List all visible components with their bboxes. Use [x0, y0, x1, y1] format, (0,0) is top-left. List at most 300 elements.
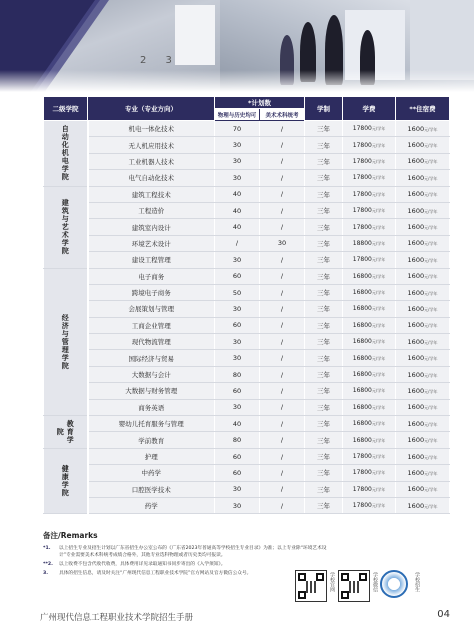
plan-physics-history: 30 — [215, 334, 260, 350]
plan-physics-history: 30 — [215, 399, 260, 415]
major-name: 学前教育 — [88, 432, 215, 448]
tuition-value: 16800 — [352, 289, 372, 297]
header-plan: *计划数 — [215, 97, 305, 109]
housing-cell — [396, 399, 450, 415]
header-plan-physics-history: 物理与历史均可 — [215, 109, 260, 121]
fee-unit: 元/学年 — [424, 487, 438, 493]
fee-unit: 元/学年 — [371, 454, 386, 459]
major-name: 电子商务 — [88, 268, 215, 284]
housing-cell — [396, 186, 450, 202]
fee-unit: 元/学年 — [424, 454, 438, 460]
duration: 三年 — [305, 252, 343, 268]
duration: 三年 — [305, 219, 343, 235]
fee-unit: 元/学年 — [371, 257, 386, 263]
housing-cell — [396, 448, 450, 464]
fee-unit: 元/学年 — [424, 274, 438, 280]
tuition-cell — [343, 465, 396, 481]
tuition-value: 17800 — [352, 485, 372, 493]
plan-art-exam: / — [260, 399, 305, 415]
major-name: 大数据与会计 — [88, 366, 215, 382]
remark-mark: *1. — [43, 546, 51, 551]
housing-value: 1600 — [407, 501, 425, 510]
college-name: 自动化机电学院 — [44, 121, 88, 187]
college-name: 经济与管理学院 — [44, 268, 88, 416]
plan-physics-history: 40 — [215, 416, 260, 432]
plan-art-exam: 30 — [260, 235, 305, 251]
fee-unit: 元/学年 — [424, 421, 438, 427]
housing-value: 1600 — [407, 485, 425, 494]
housing-cell — [396, 416, 450, 432]
fee-unit: 元/学年 — [371, 470, 386, 476]
table-row — [44, 399, 450, 415]
college-name: 健康学院 — [44, 448, 88, 514]
tuition-value: 17800 — [352, 157, 372, 165]
plan-art-exam: / — [260, 219, 305, 235]
tuition-cell — [343, 497, 396, 513]
header-tuition: 学费 — [343, 97, 396, 121]
website-qr-code[interactable] — [295, 570, 327, 602]
table-row — [44, 366, 450, 382]
tuition-value: 16800 — [352, 354, 372, 362]
table-row — [44, 235, 450, 251]
major-name: 中药学 — [88, 465, 215, 481]
tuition-value: 16800 — [352, 387, 372, 395]
plan-physics-history: 30 — [215, 350, 260, 366]
table-row — [44, 170, 450, 186]
banner-number-text: 2 3 — [140, 55, 180, 66]
plan-physics-history: 30 — [215, 153, 260, 169]
tuition-value: 17800 — [352, 223, 372, 231]
fee-unit: 元/学年 — [424, 388, 438, 394]
fee-unit: 元/学年 — [371, 306, 386, 312]
housing-cell — [396, 252, 450, 268]
fee-unit: 元/学年 — [424, 126, 438, 132]
header-college: 二级学院 — [44, 97, 88, 121]
housing-cell — [396, 121, 450, 137]
fee-unit: 元/学年 — [371, 322, 386, 328]
housing-cell — [396, 137, 450, 153]
plan-physics-history: 40 — [215, 219, 260, 235]
fee-unit: 元/学年 — [424, 503, 438, 509]
remark-item — [43, 570, 333, 577]
table-row — [44, 121, 450, 137]
tuition-value: 17800 — [352, 125, 372, 133]
major-name: 电气自动化技术 — [88, 170, 215, 186]
tuition-value: 17800 — [352, 453, 372, 460]
duration: 三年 — [305, 137, 343, 153]
fee-unit: 元/学年 — [424, 339, 438, 345]
major-name: 无人机应用技术 — [88, 137, 215, 153]
housing-value: 1600 — [407, 157, 425, 166]
plan-art-exam: / — [260, 465, 305, 481]
footer-title: 广州现代信息工程职业技术学院招生手册 — [40, 613, 194, 623]
housing-value: 1600 — [407, 239, 425, 248]
table-row — [44, 202, 450, 218]
housing-cell — [396, 153, 450, 169]
table-row — [44, 186, 450, 202]
plan-art-exam: / — [260, 252, 305, 268]
housing-cell — [396, 383, 450, 399]
table-row — [44, 301, 450, 317]
fee-unit: 元/学年 — [371, 126, 386, 132]
fee-unit: 元/学年 — [371, 175, 386, 181]
fee-unit: 元/学年 — [371, 158, 386, 164]
housing-value: 1600 — [407, 337, 425, 346]
housing-cell — [396, 284, 450, 300]
duration: 三年 — [305, 235, 343, 251]
major-name: 婴幼儿托育服务与管理 — [88, 416, 215, 432]
plan-art-exam: / — [260, 448, 305, 464]
remark-text: 以上收费不包含代收代收费，具体费用详见录取通知书同步寄出的《入学须知》。 — [59, 562, 226, 567]
fee-unit: 元/学年 — [371, 208, 386, 214]
major-name: 护理 — [88, 448, 215, 464]
tuition-value: 16800 — [352, 305, 372, 313]
tuition-cell — [343, 416, 396, 432]
table-row — [44, 465, 450, 481]
housing-cell — [396, 465, 450, 481]
fee-unit: 元/学年 — [424, 159, 438, 165]
tuition-value: 17800 — [352, 207, 372, 215]
page-number: 04 — [437, 609, 450, 620]
housing-value: 1600 — [407, 468, 425, 477]
plan-art-exam: / — [260, 301, 305, 317]
tuition-cell — [343, 186, 396, 202]
tuition-cell — [343, 399, 396, 415]
housing-value: 1600 — [407, 272, 425, 281]
duration: 三年 — [305, 153, 343, 169]
tuition-value: 17800 — [352, 190, 372, 198]
fee-unit: 元/学年 — [371, 240, 386, 246]
table-row — [44, 317, 450, 333]
housing-value: 1600 — [407, 304, 425, 313]
duration: 三年 — [305, 170, 343, 186]
fee-unit: 元/学年 — [424, 470, 438, 476]
plan-art-exam: / — [260, 268, 305, 284]
tuition-value: 18800 — [352, 239, 372, 247]
major-name: 工商企业管理 — [88, 317, 215, 333]
plan-physics-history: 70 — [215, 121, 260, 137]
tuition-cell — [343, 432, 396, 448]
fee-unit: 元/学年 — [424, 192, 438, 198]
tuition-cell — [343, 481, 396, 497]
housing-cell — [396, 497, 450, 513]
housing-cell — [396, 268, 450, 284]
housing-value: 1600 — [407, 321, 425, 330]
fee-unit: 元/学年 — [424, 257, 438, 263]
wechat-qr-code[interactable] — [338, 570, 370, 602]
housing-cell — [396, 202, 450, 218]
header-major: 专业（专业方向） — [88, 97, 215, 121]
table-row — [44, 416, 450, 432]
table-row — [44, 137, 450, 153]
tuition-cell — [343, 284, 396, 300]
fee-unit: 元/学年 — [424, 175, 438, 181]
tuition-value: 17800 — [352, 502, 372, 510]
fee-unit: 元/学年 — [424, 241, 438, 247]
school-logo-icon — [380, 570, 408, 598]
website-qr-label: 学校官网 — [329, 572, 335, 592]
tuition-cell — [343, 202, 396, 218]
plan-physics-history: 30 — [215, 301, 260, 317]
duration: 三年 — [305, 186, 343, 202]
plan-art-exam: / — [260, 186, 305, 202]
tuition-value: 16800 — [352, 403, 372, 411]
remark-text: 具体的招生信息，请及时关注“广州现代信息工程职业技术学院”官方网站及官方微信公众号。 — [59, 571, 252, 576]
plan-art-exam: / — [260, 202, 305, 218]
plan-art-exam: / — [260, 121, 305, 137]
plan-physics-history: 40 — [215, 202, 260, 218]
remark-text: 以上招生专业及招生计划以广东省招生办公室公布的《广东省2023年普通高等学校招生专业目录》为准；以上专业除“环境艺术设计”专业需要美术术科统考成绩合格外，其他专业选科物理或者历史类均可报读。 — [59, 546, 327, 558]
tuition-cell — [343, 366, 396, 382]
table-row — [44, 268, 450, 284]
fee-unit: 元/学年 — [371, 355, 386, 361]
fee-unit: 元/学年 — [371, 404, 386, 410]
header-banner-photo — [0, 0, 474, 92]
plan-physics-history: 80 — [215, 432, 260, 448]
fee-unit: 元/学年 — [371, 437, 386, 443]
housing-value: 1600 — [407, 436, 425, 445]
fee-unit: 元/学年 — [371, 503, 386, 509]
admissions-plan-table — [43, 96, 450, 514]
plan-physics-history: 50 — [215, 284, 260, 300]
plan-physics-history: 40 — [215, 186, 260, 202]
plan-physics-history: 30 — [215, 497, 260, 513]
tuition-cell — [343, 235, 396, 251]
housing-cell — [396, 432, 450, 448]
plan-art-exam: / — [260, 383, 305, 399]
table-row — [44, 432, 450, 448]
plan-physics-history: 60 — [215, 268, 260, 284]
fee-unit: 元/学年 — [424, 405, 438, 411]
housing-value: 1600 — [407, 223, 425, 232]
remark-mark: **2. — [43, 562, 53, 567]
tuition-value: 17800 — [352, 174, 372, 182]
tuition-cell — [343, 317, 396, 333]
tuition-value: 16800 — [352, 420, 372, 428]
major-name: 国际经济与贸易 — [88, 350, 215, 366]
housing-cell — [396, 350, 450, 366]
housing-value: 1600 — [407, 288, 425, 297]
duration: 三年 — [305, 416, 343, 432]
fee-unit: 元/学年 — [424, 208, 438, 214]
fee-unit: 元/学年 — [371, 191, 386, 197]
plan-art-exam: / — [260, 317, 305, 333]
tuition-cell — [343, 448, 396, 464]
housing-value: 1600 — [407, 173, 425, 182]
fee-unit: 元/学年 — [371, 486, 386, 492]
major-name: 建设工程管理 — [88, 252, 215, 268]
duration: 三年 — [305, 383, 343, 399]
housing-value: 1600 — [407, 124, 425, 133]
remarks-title: 备注/Remarks — [43, 531, 98, 540]
table-row — [44, 284, 450, 300]
tuition-cell — [343, 301, 396, 317]
table-row — [44, 252, 450, 268]
fee-unit: 元/学年 — [371, 339, 386, 345]
major-name: 工程造价 — [88, 202, 215, 218]
housing-cell — [396, 481, 450, 497]
duration: 三年 — [305, 334, 343, 350]
plan-physics-history: 60 — [215, 465, 260, 481]
college-name: 教育学院 — [44, 416, 88, 449]
fee-unit: 元/学年 — [424, 225, 438, 231]
housing-cell — [396, 301, 450, 317]
tuition-cell — [343, 219, 396, 235]
table-body — [44, 121, 450, 514]
fee-unit: 元/学年 — [424, 306, 438, 312]
tuition-cell — [343, 153, 396, 169]
plan-physics-history: 60 — [215, 383, 260, 399]
housing-value: 1600 — [407, 419, 425, 428]
table-row — [44, 334, 450, 350]
housing-value: 1600 — [407, 403, 425, 412]
duration: 三年 — [305, 432, 343, 448]
major-name: 口腔医学技术 — [88, 481, 215, 497]
fee-unit: 元/学年 — [371, 290, 386, 296]
tuition-cell — [343, 268, 396, 284]
tuition-value: 16800 — [352, 436, 372, 444]
housing-value: 1600 — [407, 370, 425, 379]
plan-physics-history: 60 — [215, 317, 260, 333]
housing-value: 1600 — [407, 255, 425, 264]
major-name: 药学 — [88, 497, 215, 513]
duration: 三年 — [305, 497, 343, 513]
duration: 三年 — [305, 268, 343, 284]
plan-physics-history: / — [215, 235, 260, 251]
remark-item — [43, 561, 333, 568]
plan-physics-history: 30 — [215, 481, 260, 497]
housing-value: 1600 — [407, 354, 425, 363]
housing-cell — [396, 366, 450, 382]
admissions-qr-label: 学校招生 — [414, 572, 420, 592]
duration: 三年 — [305, 121, 343, 137]
duration: 三年 — [305, 301, 343, 317]
wechat-qr-label: 学校微信 — [372, 572, 378, 592]
plan-art-exam: / — [260, 481, 305, 497]
tuition-value: 17800 — [352, 469, 372, 477]
tuition-cell — [343, 252, 396, 268]
table-row — [44, 219, 450, 235]
plan-art-exam: / — [260, 497, 305, 513]
major-name: 机电一体化技术 — [88, 121, 215, 137]
remark-item — [43, 545, 333, 559]
tuition-value: 17800 — [352, 256, 372, 264]
duration: 三年 — [305, 284, 343, 300]
major-name: 现代物流管理 — [88, 334, 215, 350]
fee-unit: 元/学年 — [371, 142, 386, 148]
major-name: 环境艺术设计 — [88, 235, 215, 251]
college-name: 建筑与艺术学院 — [44, 186, 88, 268]
duration: 三年 — [305, 465, 343, 481]
fee-unit: 元/学年 — [424, 372, 438, 378]
fee-unit: 元/学年 — [424, 356, 438, 362]
plan-physics-history: 30 — [215, 137, 260, 153]
table-row — [44, 497, 450, 513]
plan-art-exam: / — [260, 334, 305, 350]
fee-unit: 元/学年 — [371, 224, 386, 230]
duration: 三年 — [305, 366, 343, 382]
plan-art-exam: / — [260, 416, 305, 432]
housing-cell — [396, 317, 450, 333]
plan-art-exam: / — [260, 284, 305, 300]
duration: 三年 — [305, 350, 343, 366]
tuition-value: 16800 — [352, 371, 372, 379]
fee-unit: 元/学年 — [424, 438, 438, 444]
plan-art-exam: / — [260, 350, 305, 366]
plan-physics-history: 30 — [215, 170, 260, 186]
plan-art-exam: / — [260, 366, 305, 382]
tuition-cell — [343, 121, 396, 137]
plan-art-exam: / — [260, 432, 305, 448]
fee-unit: 元/学年 — [424, 290, 438, 296]
tuition-cell — [343, 137, 396, 153]
header-plan-art-exam: 美术术科统考 — [260, 109, 305, 121]
remark-mark: 3. — [43, 571, 49, 576]
housing-value: 1600 — [407, 386, 425, 395]
tuition-value: 17800 — [352, 141, 372, 149]
housing-value: 1600 — [407, 190, 425, 199]
fee-unit: 元/学年 — [424, 323, 438, 329]
header-housing: **住宿费 — [396, 97, 450, 121]
table-row — [44, 383, 450, 399]
tuition-cell — [343, 350, 396, 366]
fee-unit: 元/学年 — [371, 388, 386, 394]
table-row — [44, 448, 450, 464]
plan-art-exam: / — [260, 137, 305, 153]
major-name: 工业机器人技术 — [88, 153, 215, 169]
fee-unit: 元/学年 — [371, 273, 386, 279]
housing-value: 1600 — [407, 141, 425, 150]
housing-cell — [396, 170, 450, 186]
plan-physics-history: 80 — [215, 366, 260, 382]
major-name: 建筑室内设计 — [88, 219, 215, 235]
tuition-value: 16800 — [352, 338, 372, 346]
housing-cell — [396, 219, 450, 235]
tuition-cell — [343, 334, 396, 350]
housing-cell — [396, 334, 450, 350]
header-duration: 学制 — [305, 97, 343, 121]
fee-unit: 元/学年 — [371, 372, 386, 378]
housing-cell — [396, 235, 450, 251]
tuition-value: 16800 — [352, 321, 372, 329]
plan-art-exam: / — [260, 153, 305, 169]
remarks-section — [43, 530, 333, 579]
plan-art-exam: / — [260, 170, 305, 186]
table-row — [44, 350, 450, 366]
duration: 三年 — [305, 202, 343, 218]
plan-physics-history: 30 — [215, 252, 260, 268]
housing-value: 1600 — [407, 452, 425, 461]
housing-value: 1600 — [407, 206, 425, 215]
major-name: 跨境电子商务 — [88, 284, 215, 300]
major-name: 大数据与财务管理 — [88, 383, 215, 399]
tuition-cell — [343, 383, 396, 399]
fee-unit: 元/学年 — [424, 143, 438, 149]
duration: 三年 — [305, 481, 343, 497]
major-name: 建筑工程技术 — [88, 186, 215, 202]
duration: 三年 — [305, 317, 343, 333]
duration: 三年 — [305, 448, 343, 464]
plan-physics-history: 60 — [215, 448, 260, 464]
table-row — [44, 481, 450, 497]
major-name: 商务英语 — [88, 399, 215, 415]
major-name: 会展策划与管理 — [88, 301, 215, 317]
duration: 三年 — [305, 399, 343, 415]
tuition-cell — [343, 170, 396, 186]
fee-unit: 元/学年 — [371, 421, 386, 427]
table-row — [44, 153, 450, 169]
tuition-value: 16800 — [352, 272, 372, 280]
